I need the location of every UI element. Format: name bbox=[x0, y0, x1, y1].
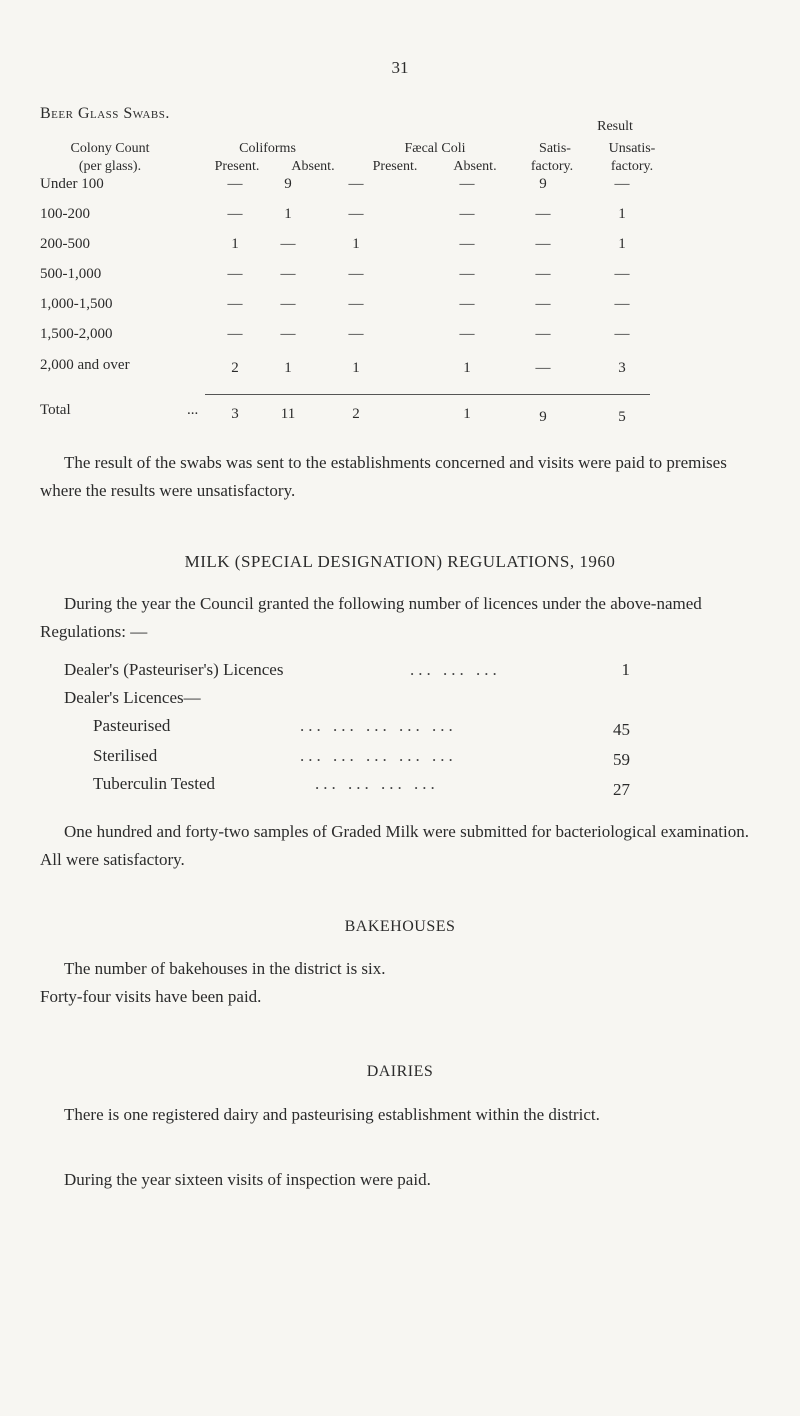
total-cell: 2 bbox=[352, 406, 360, 422]
coliforms-header: Coliforms bbox=[239, 141, 296, 156]
table-cell: 1 bbox=[284, 206, 292, 222]
milk-intro-paragraph: During the year the Council granted the following number of licences under the above-named Regulations: — bbox=[40, 594, 702, 641]
table-cell: — bbox=[614, 266, 630, 282]
coliforms-absent-header: Absent. bbox=[291, 159, 335, 174]
table-cell: — bbox=[459, 296, 475, 312]
faecal-present-header: Present. bbox=[372, 159, 418, 174]
licence-item-label: Tuberculin Tested bbox=[93, 774, 216, 793]
bakehouses-line-2: Forty-four visits have been paid. bbox=[40, 987, 262, 1006]
total-cell: 3 bbox=[231, 406, 239, 422]
table-row-label: 1,000-1,500 bbox=[40, 296, 113, 312]
table-cell: 2 bbox=[231, 360, 239, 376]
table-cell: — bbox=[459, 206, 475, 222]
total-cell: 11 bbox=[280, 406, 296, 422]
total-cell: 1 bbox=[463, 406, 471, 422]
table-row-label: 2,000 and over bbox=[40, 357, 130, 373]
total-label: Total bbox=[40, 402, 71, 418]
table-row-label: 1,500-2,000 bbox=[40, 326, 113, 342]
satisfactory-header-2: factory. bbox=[530, 159, 574, 174]
faecal-absent-header: Absent. bbox=[453, 159, 497, 174]
leader-dots: ... ... ... ... bbox=[315, 774, 439, 793]
unsatisfactory-header-1: Unsatis- bbox=[608, 141, 656, 156]
table-cell: — bbox=[280, 236, 296, 252]
table-cell: 1 bbox=[231, 236, 239, 252]
satisfactory-header-1: Satis- bbox=[539, 141, 571, 156]
table-cell: — bbox=[348, 266, 364, 282]
leader-dots: ... ... ... bbox=[410, 660, 501, 679]
coliforms-present-header: Present. bbox=[214, 159, 260, 174]
table-cell: — bbox=[280, 296, 296, 312]
leader-dots: ... ... ... ... ... bbox=[300, 746, 457, 765]
table-cell: — bbox=[227, 296, 243, 312]
licence-item-label: Sterilised bbox=[93, 746, 158, 765]
pasteuriser-licence-label: Dealer's (Pasteuriser's) Licences bbox=[64, 660, 284, 679]
table-row-label: 100-200 bbox=[40, 206, 90, 222]
table-cell: — bbox=[535, 266, 551, 282]
licence-item-value: 45 bbox=[613, 720, 630, 739]
table-cell: — bbox=[535, 360, 551, 376]
table-cell: 9 bbox=[284, 176, 292, 192]
licence-item-value: 27 bbox=[613, 780, 630, 799]
table-cell: 3 bbox=[618, 360, 626, 376]
unsatisfactory-header-2: factory. bbox=[610, 159, 654, 174]
page-number: 31 bbox=[391, 58, 409, 77]
table-cell: — bbox=[614, 296, 630, 312]
dairies-heading: DAIRIES bbox=[366, 1063, 434, 1080]
table-cell: 1 bbox=[352, 236, 360, 252]
licence-item-value: 59 bbox=[613, 750, 630, 769]
licence-item-label: Pasteurised bbox=[93, 716, 171, 735]
table-cell: — bbox=[535, 206, 551, 222]
table-cell: 1 bbox=[618, 236, 626, 252]
table-cell: — bbox=[535, 326, 551, 342]
table-cell: — bbox=[614, 176, 630, 192]
table-cell: — bbox=[348, 176, 364, 192]
bakehouses-line-1: The number of bakehouses in the district is six. bbox=[64, 959, 386, 978]
total-cell: 9 bbox=[539, 409, 547, 425]
table-cell: — bbox=[535, 236, 551, 252]
dairies-paragraph-2: During the year sixteen visits of inspection were paid. bbox=[64, 1170, 431, 1189]
table-cell: — bbox=[280, 326, 296, 342]
table-row-label: Under 100 bbox=[40, 176, 104, 192]
table-cell: — bbox=[614, 326, 630, 342]
table-cell: — bbox=[227, 266, 243, 282]
table-cell: — bbox=[459, 236, 475, 252]
table-cell: 9 bbox=[539, 176, 547, 192]
table-cell: — bbox=[227, 176, 243, 192]
table-row-label: 200-500 bbox=[40, 236, 90, 252]
table-title: Beer Glass Swabs. bbox=[40, 105, 170, 122]
table-row-label: 500-1,000 bbox=[40, 266, 102, 282]
result-header: Result bbox=[597, 119, 633, 134]
table-cell: — bbox=[535, 296, 551, 312]
dealers-licences-label: Dealer's Licences— bbox=[64, 688, 201, 707]
faecal-coli-header: Fæcal Coli bbox=[404, 141, 466, 156]
table-cell: — bbox=[348, 296, 364, 312]
total-leader-dots: ... bbox=[187, 402, 199, 418]
pasteuriser-licence-value: 1 bbox=[621, 660, 630, 679]
total-rule bbox=[205, 394, 650, 395]
table-cell: — bbox=[227, 206, 243, 222]
leader-dots: ... ... ... ... ... bbox=[300, 716, 457, 735]
total-cell: 5 bbox=[618, 409, 626, 425]
table-cell: — bbox=[459, 266, 475, 282]
table-cell: 1 bbox=[352, 360, 360, 376]
table-cell: — bbox=[348, 326, 364, 342]
colony-count-header: Colony Count bbox=[70, 141, 150, 156]
swab-result-paragraph: The result of the swabs was sent to the establishments concerned and visits were paid to premises where the results were unsatisfactory. bbox=[40, 453, 727, 500]
table-cell: — bbox=[280, 266, 296, 282]
bakehouses-heading: BAKEHOUSES bbox=[344, 918, 456, 935]
table-cell: 1 bbox=[463, 360, 471, 376]
dairies-paragraph-1: There is one registered dairy and pasteurising establishment within the district. bbox=[64, 1105, 600, 1124]
table-cell: — bbox=[227, 326, 243, 342]
milk-samples-paragraph: One hundred and forty-two samples of Graded Milk were submitted for bacteriological examination. All were satisfactory. bbox=[40, 822, 749, 869]
per-glass-header: (per glass). bbox=[78, 159, 142, 174]
table-cell: — bbox=[459, 176, 475, 192]
table-cell: 1 bbox=[284, 360, 292, 376]
table-cell: 1 bbox=[618, 206, 626, 222]
table-cell: — bbox=[348, 206, 364, 222]
milk-regulations-heading: MILK (SPECIAL DESIGNATION) REGULATIONS, 1960 bbox=[184, 552, 616, 571]
table-cell: — bbox=[459, 326, 475, 342]
